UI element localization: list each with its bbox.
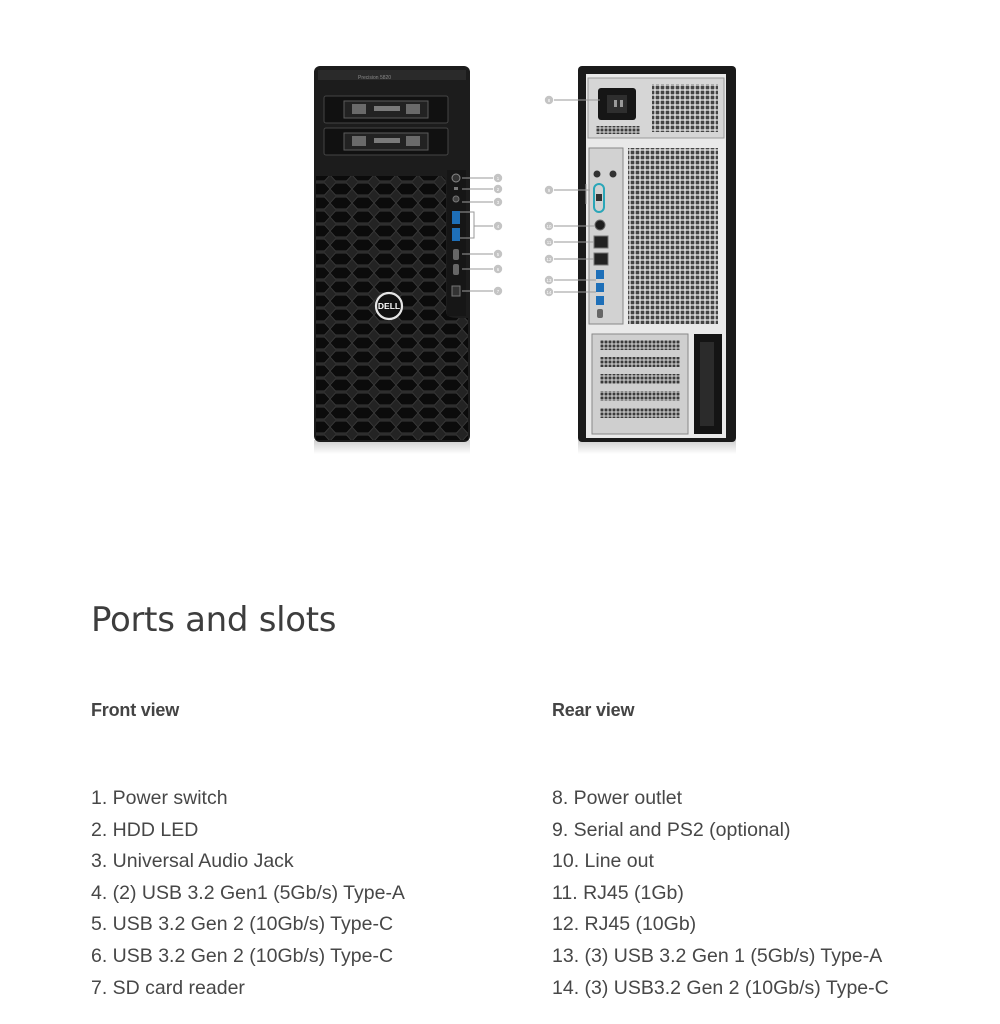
list-item: 4. (2) USB 3.2 Gen1 (5Gb/s) Type-A: [91, 881, 405, 904]
list-item: 9. Serial and PS2 (optional): [552, 818, 791, 841]
callout-number: 3: [496, 199, 500, 205]
callout-number: 8: [547, 97, 551, 103]
rear-view-section: [552, 700, 972, 1004]
callout-number: 5: [496, 251, 500, 257]
list-item: 7. SD card reader: [91, 976, 245, 999]
front-view-heading: Front view: [91, 700, 180, 720]
front-tower: [314, 66, 503, 454]
front-view-section: [91, 700, 511, 1004]
product-image-front-and-rear: [0, 0, 1000, 470]
callout-number: 13: [546, 277, 552, 283]
list-item: 8. Power outlet: [552, 787, 683, 809]
front-view-list: [91, 783, 511, 1004]
rear-view-list: [552, 783, 972, 1004]
rear-view-heading: Rear view: [552, 700, 635, 720]
rear-callouts: [544, 95, 553, 296]
front-callouts: [493, 173, 502, 295]
callout-number: 6: [496, 266, 500, 272]
list-item: 1. Power switch: [91, 787, 228, 809]
list-item: 11. RJ45 (1Gb): [552, 881, 684, 904]
rear-tower: [544, 66, 736, 454]
drive-bay-lower: [324, 128, 448, 155]
callout-number: 2: [496, 186, 500, 192]
callout-number: 14: [546, 289, 552, 295]
rear-vent-grille: [628, 148, 718, 324]
callout-number: 12: [546, 256, 552, 262]
page-title: Ports and slots: [91, 600, 337, 640]
list-item: 14. (3) USB3.2 Gen 2 (10Gb/s) Type-C: [552, 976, 889, 999]
rear-io-panel: [589, 148, 623, 324]
dell-logo-text: DELL: [377, 301, 401, 311]
expansion-slots: [592, 334, 722, 434]
front-port-column: [447, 170, 466, 316]
power-supply: [588, 78, 724, 138]
list-item: 2. HDD LED: [91, 818, 199, 841]
list-item: 3. Universal Audio Jack: [91, 850, 294, 873]
svg-text:Precision 5820: Precision 5820: [358, 75, 392, 81]
callout-number: 1: [496, 175, 500, 181]
callout-number: 9: [547, 187, 551, 193]
dell-logo: [376, 293, 402, 319]
callout-number: 10: [546, 223, 552, 229]
callout-number: 11: [546, 239, 552, 245]
list-item: 6. USB 3.2 Gen 2 (10Gb/s) Type-C: [91, 944, 394, 967]
list-item: 10. Line out: [552, 850, 654, 873]
list-item: 12. RJ45 (10Gb): [552, 913, 697, 936]
callout-number: 7: [496, 288, 500, 294]
drive-bay-upper: [324, 96, 448, 123]
callout-number: 4: [496, 223, 500, 229]
list-item: 5. USB 3.2 Gen 2 (10Gb/s) Type-C: [91, 913, 394, 936]
list-item: 13. (3) USB 3.2 Gen 1 (5Gb/s) Type-A: [552, 944, 883, 967]
